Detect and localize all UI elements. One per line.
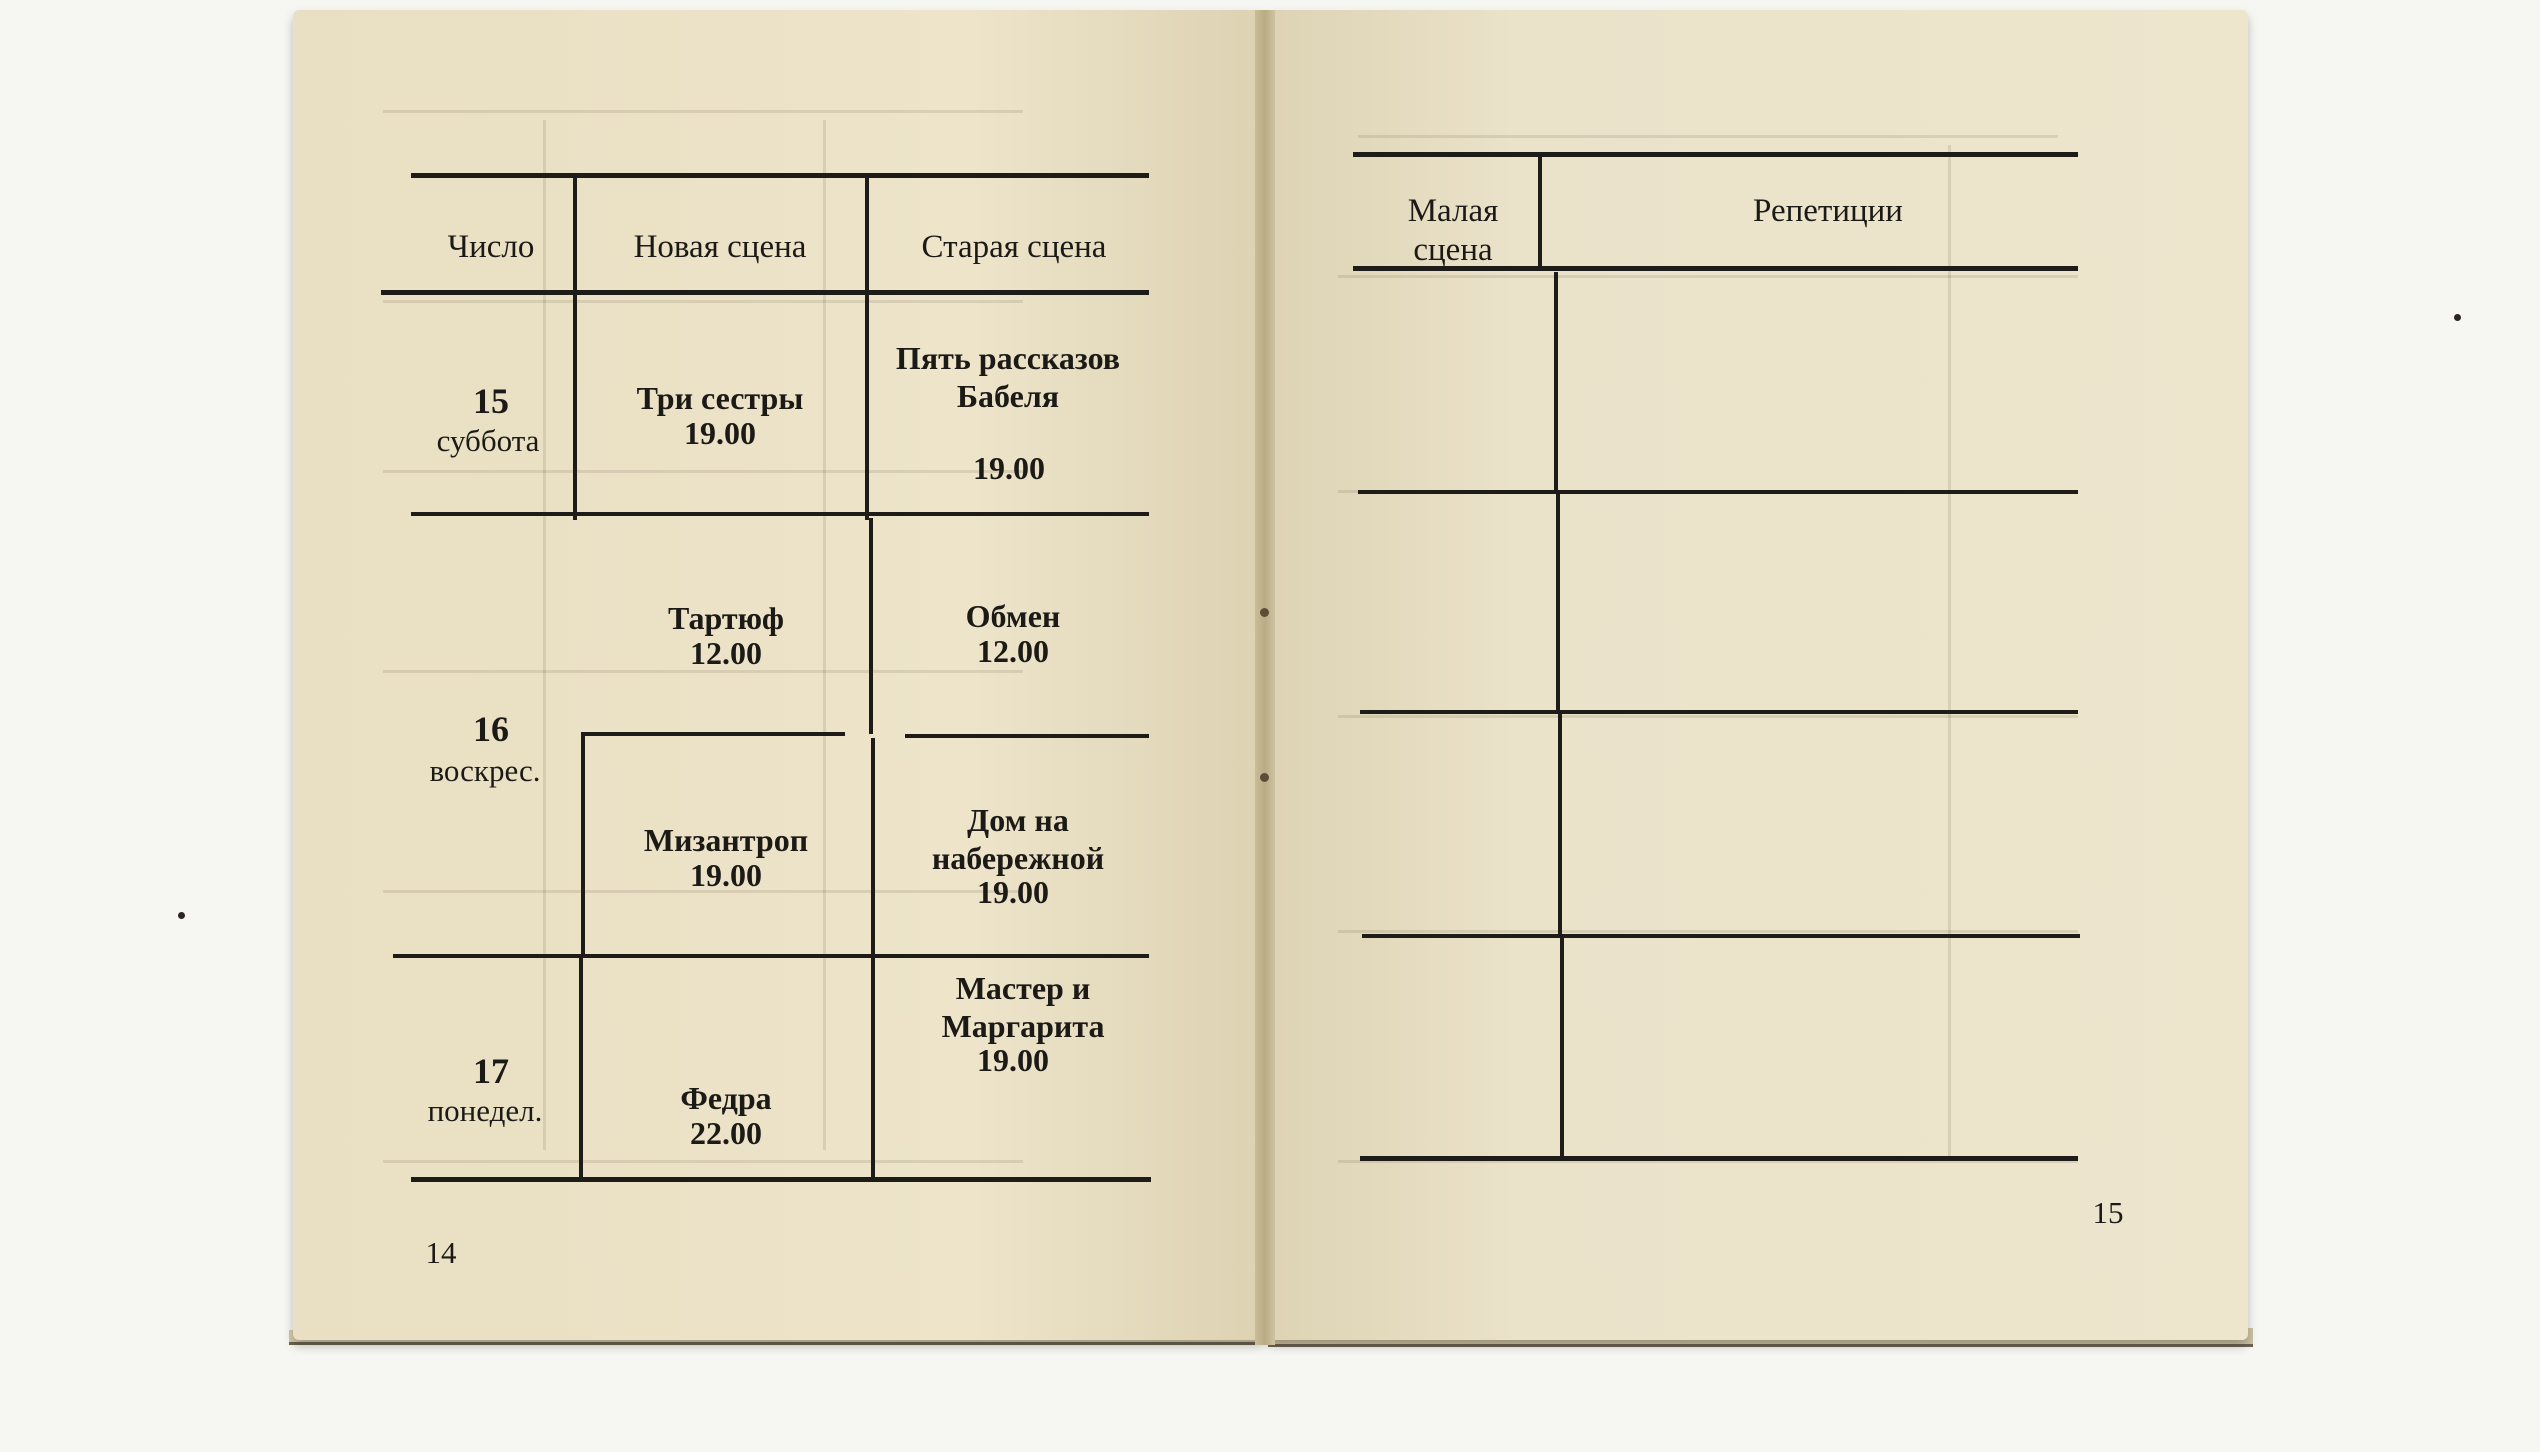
header-rehearsals: Репетиции	[1753, 193, 1903, 229]
play-time: 22.00	[690, 1115, 762, 1151]
row-rule-16-old	[905, 734, 1149, 738]
col-rule	[1558, 714, 1562, 938]
col-rule	[1560, 938, 1564, 1160]
play-title: Обмен	[965, 598, 1061, 634]
day-number: 17	[473, 1051, 509, 1091]
speck	[2454, 314, 2461, 321]
row-rule-16-new	[583, 732, 845, 736]
row-rule-16	[393, 954, 1149, 958]
header-small-stage: Малая сцена	[1407, 193, 1499, 268]
col-rule	[1556, 494, 1560, 714]
day-name: понедел.	[427, 1093, 543, 1128]
play-title: Мастер и Маргарита	[941, 970, 1105, 1044]
play-time: 19.00	[977, 1042, 1049, 1078]
day-name: воскрес.	[429, 753, 541, 788]
bottom-rule	[1360, 1156, 2078, 1161]
speck	[178, 912, 185, 919]
col-rule-header	[1538, 156, 1542, 266]
play-title: Тартюф	[667, 600, 785, 636]
play-title: Дом на набережной	[931, 802, 1105, 876]
staple	[1260, 773, 1269, 782]
open-booklet	[293, 10, 2248, 1350]
header-old-stage: Старая сцена	[921, 229, 1107, 265]
top-rule	[411, 173, 1149, 178]
play-title: Федра	[680, 1080, 772, 1116]
play-time: 12.00	[977, 633, 1049, 669]
play-time: 19.00	[684, 415, 756, 451]
right-page	[1268, 10, 2248, 1340]
row-rule	[1358, 490, 2078, 494]
col-rule-new-3	[871, 738, 875, 954]
binding-gutter	[1255, 10, 1275, 1345]
day-number: 15	[473, 381, 509, 421]
left-page	[293, 10, 1263, 1340]
row-rule	[1362, 934, 2080, 938]
page-number: 14	[425, 1235, 457, 1270]
play-title: Три сестры	[636, 380, 804, 416]
play-title: Пять рассказов Бабеля	[895, 340, 1121, 414]
page-number: 15	[2092, 1195, 2124, 1230]
top-rule	[1353, 152, 2078, 157]
header-date: Число	[447, 229, 535, 265]
staple	[1260, 608, 1269, 617]
play-time: 19.00	[977, 874, 1049, 910]
row-rule-15	[411, 512, 1149, 516]
day-number: 16	[473, 709, 509, 749]
header-new-stage: Новая сцена	[633, 229, 807, 265]
col-rule	[1554, 272, 1558, 494]
bottom-rule	[411, 1177, 1151, 1182]
header-bottom-rule	[381, 290, 1149, 295]
play-title: Мизантроп	[643, 822, 809, 858]
day-name: суббота	[436, 423, 540, 458]
play-time: 12.00	[690, 635, 762, 671]
play-time: 19.00	[973, 450, 1045, 486]
row-rule	[1360, 710, 2078, 714]
play-time: 19.00	[690, 857, 762, 893]
